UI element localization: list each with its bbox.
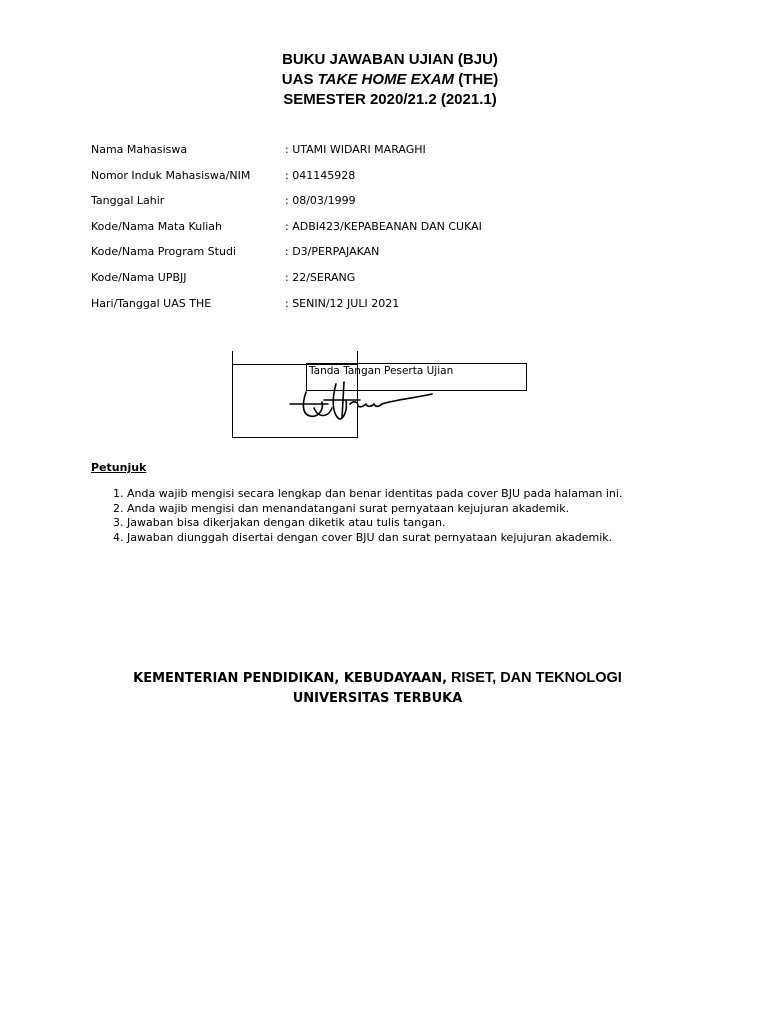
ministry-name-part-1: KEMENTERIAN PENDIDIKAN, KEBUDAYAAN,	[133, 671, 448, 686]
instruction-item: 4. Jawaban diunggah disertai dengan cover BJU dan surat pernyataan kejujuran akademik.	[113, 530, 613, 544]
info-label: Hari/Tanggal UAS THE	[91, 296, 212, 310]
title-line-2	[0, 70, 768, 90]
info-label: Tanggal Lahir	[91, 194, 165, 208]
info-value: : 041145928	[285, 168, 356, 182]
university-name: UNIVERSITAS TERBUKA	[292, 691, 463, 706]
title-line-2-suffix: (THE)	[454, 71, 499, 88]
info-value: : UTAMI WIDARI MARAGHI	[285, 143, 426, 156]
document-title	[0, 50, 768, 110]
info-value: : 22/SERANG	[285, 270, 356, 284]
instructions-list	[113, 487, 622, 545]
title-line-2-italic: TAKE HOME EXAM	[317, 71, 455, 88]
info-label: Nama Mahasiswa	[91, 143, 188, 156]
info-label: Kode/Nama UPBJJ	[91, 270, 187, 284]
ministry-name	[0, 668, 755, 689]
title-line-2-prefix: UAS	[281, 71, 318, 88]
info-value: : SENIN/12 JULI 2021	[285, 296, 400, 310]
ministry-name-part-2: RISET, DAN TEKNOLOGI	[447, 670, 622, 686]
info-label: Kode/Nama Program Studi	[91, 245, 236, 259]
title-line-3: SEMESTER 2020/21.2 (2021.1)	[283, 91, 497, 108]
instructions-title: Petunjuk	[91, 461, 147, 474]
handwritten-signature	[284, 378, 436, 424]
info-value: : ADBI423/KEPABEANAN DAN CUKAI	[285, 219, 482, 233]
institution-footer	[0, 668, 755, 709]
info-label: Kode/Nama Mata Kuliah	[91, 219, 223, 233]
instruction-item: 3. Jawaban bisa dikerjakan dengan diketik atau tulis tangan.	[113, 516, 446, 529]
info-value: : D3/PERPAJAKAN	[285, 245, 380, 259]
instruction-item: 2. Anda wajib mengisi dan menandatangani surat pernyataan kejujuran akademik.	[113, 501, 570, 515]
info-value: : 08/03/1999	[285, 194, 356, 208]
info-label: Nomor Induk Mahasiswa/NIM	[91, 168, 251, 182]
signature-label: Tanda Tangan Peserta Ujian	[309, 365, 454, 377]
instruction-item: 1. Anda wajib mengisi secara lengkap dan benar identitas pada cover BJU pada halaman ini.	[113, 487, 623, 500]
title-line-1: BUKU JAWABAN UJIAN (BJU)	[282, 51, 498, 68]
